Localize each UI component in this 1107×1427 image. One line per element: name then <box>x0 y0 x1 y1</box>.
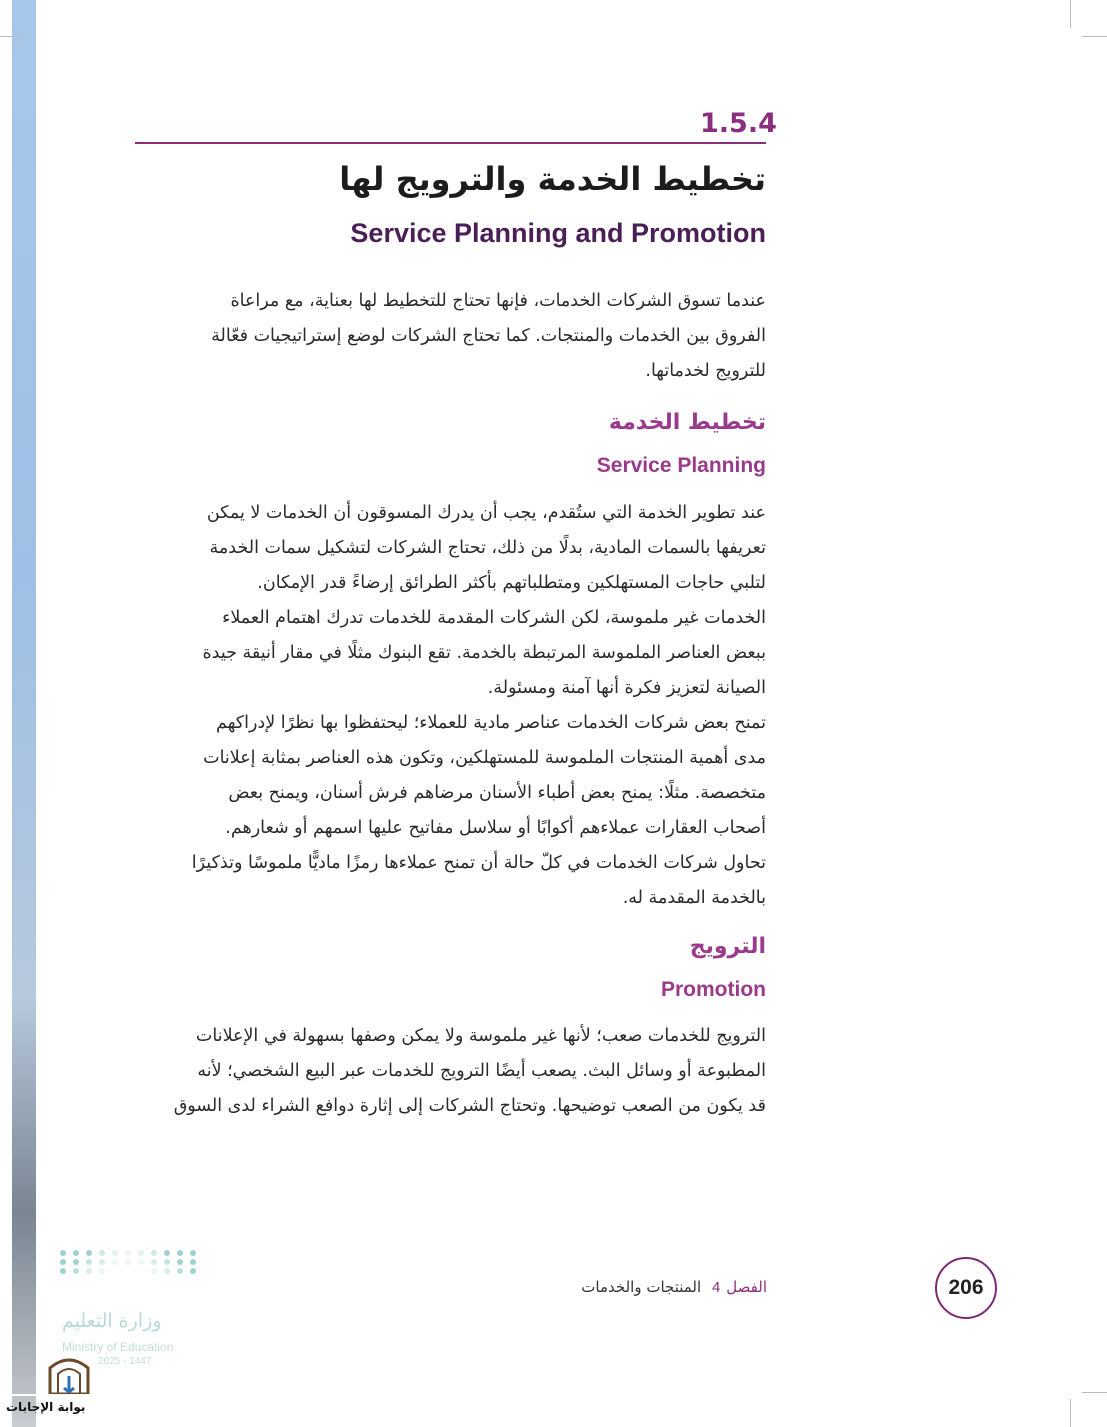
text-line: للترويج لخدماتها. <box>645 361 766 381</box>
promotion-body <box>135 1019 766 1124</box>
crop-mark <box>1082 36 1107 37</box>
cover-photo-strip <box>12 0 36 1427</box>
service-planning-body <box>135 496 766 916</box>
text-line: متخصصة. مثلًا: يمنح بعض أطباء الأسنان مرضاهم فرش أسنان، ويمنح بعض <box>228 783 766 803</box>
crop-mark <box>1070 0 1071 28</box>
chapter-footer <box>581 1278 767 1296</box>
section-number: 1.5.4 <box>700 108 777 139</box>
text-line: تمنح بعض شركات الخدمات عناصر مادية للعملاء؛ ليحتفظوا بها نظرًا لإدراكهم <box>216 713 766 733</box>
service-planning-heading-en: Service Planning <box>596 454 766 477</box>
text-line: تحاول شركات الخدمات في كلّ حالة أن تمنح عملاءها رمزًا ماديًّا ملموسًا وتذكيرًا <box>191 853 766 873</box>
crop-mark <box>1082 1392 1107 1393</box>
page-number: 206 <box>935 1257 997 1319</box>
chapter-title: المنتجات والخدمات <box>581 1278 702 1296</box>
promotion-heading-ar: الترويج <box>689 934 766 959</box>
crop-mark <box>1070 1399 1071 1427</box>
text-line: لتلبي حاجات المستهلكين ومتطلباتهم بأكثر الطرائق إرضاءً قدر الإمكان. <box>257 573 766 593</box>
intro-paragraph <box>135 284 766 389</box>
text-line: قد يكون من الصعب توضيحها. وتحتاج الشركات إلى إثارة دوافع الشراء لدى السوق <box>173 1096 766 1116</box>
page-title-english: Service Planning and Promotion <box>350 218 766 248</box>
text-line: عندما تسوق الشركات الخدمات، فإنها تحتاج للتخطيط لها بعناية، مع مراعاة <box>230 291 766 311</box>
section-rule <box>135 142 766 144</box>
text-line: ببعض العناصر الملموسة المرتبطة بالخدمة. تقع البنوك مثلًا في مقار أنيقة جيدة <box>202 643 766 663</box>
ministry-year: 2025 - 1447 <box>98 1356 152 1367</box>
text-line: مدى أهمية المنتجات الملموسة للمستهلكين، وتكون هذه العناصر بمثابة إعلانات <box>203 748 766 768</box>
ministry-name-en: Ministry of Education <box>62 1340 174 1354</box>
promotion-heading-en: Promotion <box>661 978 766 1001</box>
text-line: تعريفها بالسمات المادية، بدلًا من ذلك، تحتاج الشركات لتشكيل سمات الخدمة <box>209 538 766 558</box>
text-line: بالخدمة المقدمة له. <box>622 888 766 908</box>
service-planning-heading-ar: تخطيط الخدمة <box>608 410 766 435</box>
text-line: الصيانة لتعزيز فكرة أنها آمنة ومسئولة. <box>487 678 766 698</box>
text-line: الفروق بين الخدمات والمنتجات. كما تحتاج الشركات لوضع إستراتيجيات فعّالة <box>211 326 766 346</box>
ministry-name-ar: وزارة التعليم <box>62 1310 162 1332</box>
ministry-logo <box>60 1250 200 1367</box>
text-line: عند تطوير الخدمة التي ستُقدم، يجب أن يدرك المسوقون أن الخدمات لا يمكن <box>206 503 766 523</box>
crop-mark <box>0 36 25 37</box>
text-line: أصحاب العقارات عملاءهم أكوابًا أو سلاسل مفاتيح عليها اسمهم أو شعارهم. <box>225 818 766 838</box>
text-line: الترويج للخدمات صعب؛ لأنها غير ملموسة ولا يمكن وصفها بسهولة في الإعلانات <box>195 1026 766 1046</box>
chapter-label: الفصل <box>726 1278 767 1296</box>
ministry-dots-icon <box>60 1250 200 1274</box>
text-line: المطبوعة أو وسائل البث. يصعب أيضًا الترويج للخدمات عبر البيع الشخصي؛ لأنه <box>197 1061 766 1081</box>
text-line: الخدمات غير ملموسة، لكن الشركات المقدمة للخدمات تدرك اهتمام العملاء <box>222 608 766 628</box>
page-title-arabic: تخطيط الخدمة والترويج لها <box>339 160 766 198</box>
watermark-text: بوابة الإجابات <box>6 1400 86 1414</box>
chapter-number: 4 <box>711 1279 721 1296</box>
